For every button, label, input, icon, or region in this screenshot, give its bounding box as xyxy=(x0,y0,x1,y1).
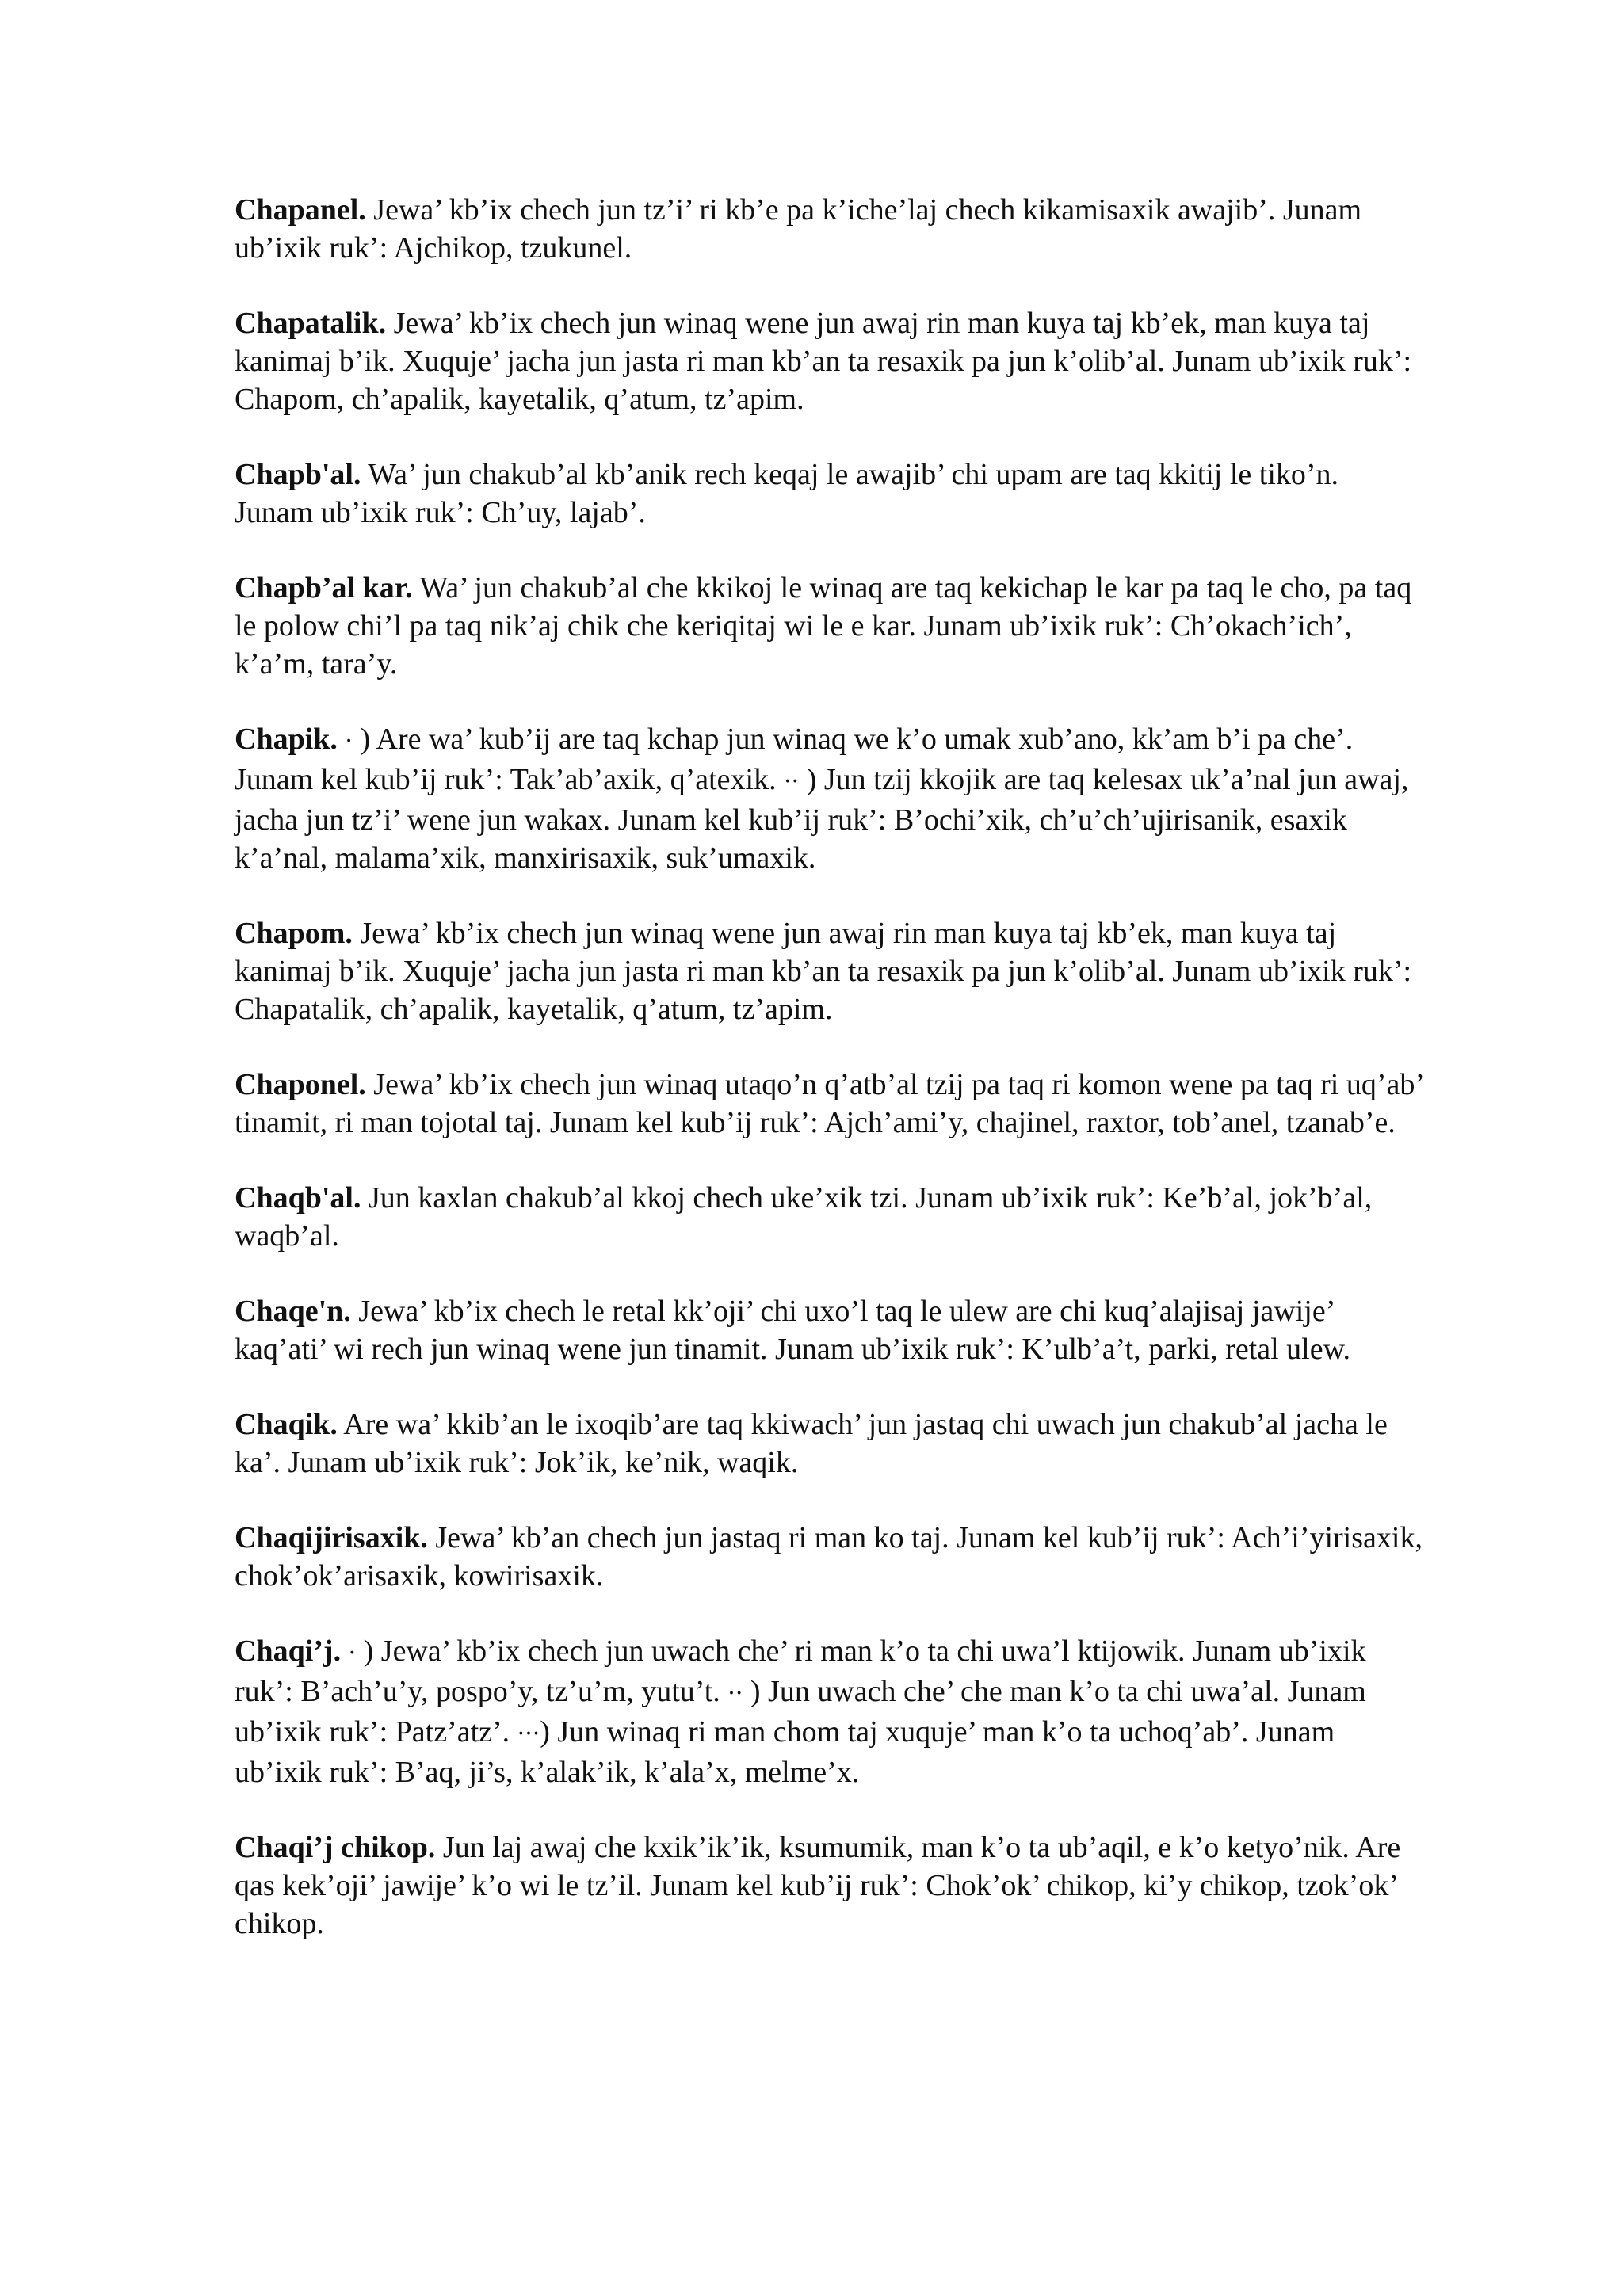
dictionary-entry xyxy=(235,1632,1423,1791)
sense-marker: · xyxy=(345,727,353,755)
entry-term: Chapom. xyxy=(235,917,353,950)
entry-term: Chaqik. xyxy=(235,1408,338,1441)
dictionary-entry xyxy=(235,1066,1423,1142)
sense-marker: ·· xyxy=(727,1680,743,1707)
entry-term: Chapatalik. xyxy=(235,307,387,340)
document-page xyxy=(235,191,1423,1980)
entry-definition: Wa’ jun chakub’al che kkikoj le winaq are taq kekichap le kar pa taq le cho, pa taq le polow chi’l pa taq nik’aj chik che keriqitaj wi le e kar. Junam ub’ixik ruk’: Ch’okach’ich’, k’a’m, tara’y. xyxy=(235,571,1412,681)
entry-definition: Jun kaxlan chakub’al kkoj chech uke’xik tzi. Junam ub’ixik ruk’: Ke’b’al, jok’b’al, waqb’al. xyxy=(235,1181,1373,1253)
dictionary-entry xyxy=(235,720,1423,877)
dictionary-entry xyxy=(235,569,1423,683)
entry-definition: ) Jun tzij kkojik are taq kelesax uk’a’nal jun awaj, jacha jun tz’i’ wene jun wakax. Junam kel kub’ij ruk’: B’ochi’xik, ch’u’ch’ujirisanik, esaxik k’a’nal, malama’xik, manxirisaxik, suk’umaxik. xyxy=(235,763,1409,875)
dictionary-entry xyxy=(235,456,1423,532)
entry-term: Chaqijirisaxik. xyxy=(235,1521,428,1554)
entry-term: Chapb’al kar. xyxy=(235,571,413,605)
entry-definition: Jewa’ kb’ix chech jun winaq wene jun awaj rin man kuya taj kb’ek, man kuya taj kanimaj b’ik. Xuquje’ jacha jun jasta ri man kb’an ta resaxik pa jun k’olib’al. Junam ub’ixik ruk’: Chapom, ch’apalik, kayetalik, q’atum, tz’apim. xyxy=(235,307,1412,416)
sense-marker: · xyxy=(348,1639,357,1667)
dictionary-entry xyxy=(235,1179,1423,1255)
sense-marker: ··· xyxy=(517,1720,540,1748)
sense-marker: ·· xyxy=(784,768,800,795)
entry-definition xyxy=(341,1634,349,1668)
entry-definition: ) Jun winaq ri man chom taj xuquje’ man k’o ta uchoq’ab’. Junam ub’ixik ruk’: B’aq, ji’s, k’alak’ik, k’ala’x, melme’x. xyxy=(235,1715,1335,1789)
dictionary-entry xyxy=(235,191,1423,267)
entry-term: Chaqb'al. xyxy=(235,1181,361,1215)
entry-term: Chaqe'n. xyxy=(235,1295,351,1328)
entry-definition: Are wa’ kkib’an le ixoqib’are taq kkiwach’ jun jastaq chi uwach jun chakub’al jacha le ka’. Junam ub’ixik ruk’: Jok’ik, ke’nik, waqik. xyxy=(235,1408,1388,1479)
entry-term: Chapanel. xyxy=(235,193,366,227)
entry-term: Chaqi’j. xyxy=(235,1634,342,1668)
dictionary-entry xyxy=(235,304,1423,418)
entry-definition: Jewa’ kb’ix chech jun winaq wene jun awaj rin man kuya taj kb’ek, man kuya taj kanimaj b’ik. Xuquje’ jacha jun jasta ri man kb’an ta resaxik pa jun k’olib’al. Junam ub’ixik ruk’: Chapatalik, ch’apalik, kayetalik, q’atum, tz’apim. xyxy=(235,917,1412,1026)
entry-definition xyxy=(338,723,346,756)
entry-term: Chapik. xyxy=(235,723,338,756)
entry-definition: Jewa’ kb’ix chech jun tz’i’ ri kb’e pa k’iche’laj chech kikamisaxik awajib’. Junam ub’ixik ruk’: Ajchikop, tzukunel. xyxy=(235,193,1362,265)
dictionary-entry xyxy=(235,1829,1423,1943)
dictionary-entry xyxy=(235,914,1423,1028)
entry-definition: Jewa’ kb’ix chech jun winaq utaqo’n q’atb’al tzij pa taq ri komon wene pa taq ri uq’ab’ tinamit, ri man tojotal taj. Junam kel kub’ij ruk’: Ajch’ami’y, chajinel, raxtor, tob’anel, tzanab’e. xyxy=(235,1068,1423,1139)
entry-term: Chaponel. xyxy=(235,1068,366,1101)
entry-term: Chaqi’j chikop. xyxy=(235,1831,436,1864)
entry-definition: Wa’ jun chakub’al kb’anik rech keqaj le awajib’ chi upam are taq kkitij le tiko’n. Junam ub’ixik ruk’: Ch’uy, lajab’. xyxy=(235,458,1339,529)
dictionary-entry xyxy=(235,1405,1423,1482)
entry-term: Chapb'al. xyxy=(235,458,361,491)
dictionary-entry xyxy=(235,1519,1423,1595)
entry-definition: ) Are wa’ kub’ij are taq kchap jun winaq we k’o umak xub’ano, kk’am b’i pa che’. Junam kel kub’ij ruk’: Tak’ab’axik, q’atexik. xyxy=(235,723,1354,796)
entry-definition: Jewa’ kb’ix chech le retal kk’oji’ chi uxo’l taq le ulew are chi kuq’alajisaj jawije’ kaq’ati’ wi rech jun winaq wene jun tinamit. Junam ub’ixik ruk’: K’ulb’a’t, parki, retal ulew. xyxy=(235,1295,1351,1366)
entry-definition: ) Jun uwach che’ che man k’o ta chi uwa’al. Junam ub’ixik ruk’: Patz’atz’. xyxy=(235,1675,1366,1749)
dictionary-entry xyxy=(235,1292,1423,1368)
entry-definition: Jewa’ kb’an chech jun jastaq ri man ko taj. Junam kel kub’ij ruk’: Ach’i’yirisaxik, chok’ok’arisaxik, kowirisaxik. xyxy=(235,1521,1423,1592)
entry-definition: Jun laj awaj che kxik’ik’ik, ksumumik, man k’o ta ub’aqil, e k’o ketyo’nik. Are qas kek’oji’ jawije’ k’o wi le tz’il. Junam kel kub’ij ruk’: Chok’ok’ chikop, ki’y chikop, tzok’ok’ chikop. xyxy=(235,1831,1401,1940)
entry-definition: ) Jewa’ kb’ix chech jun uwach che’ ri man k’o ta chi uwa’l ktijowik. Junam ub’ixik ruk’: B’ach’u’y, pospo’y, tz’u’m, yutu’t. xyxy=(235,1634,1366,1708)
